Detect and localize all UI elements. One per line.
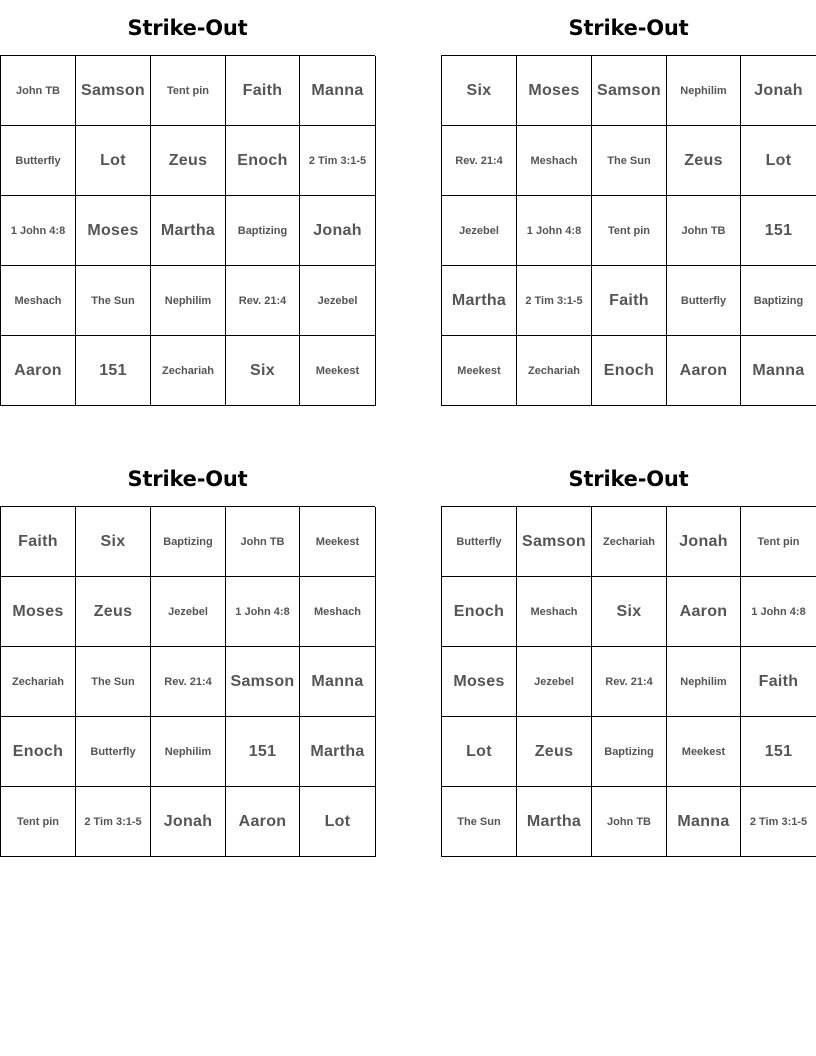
bingo-cell: Jonah bbox=[741, 56, 816, 126]
bingo-cell: Six bbox=[592, 577, 667, 647]
bingo-cell: Jezebel bbox=[300, 266, 376, 336]
bingo-cell: Lot bbox=[300, 787, 376, 857]
bingo-cell: Samson bbox=[592, 56, 667, 126]
bingo-grid bbox=[0, 55, 375, 406]
bingo-cell: John TB bbox=[592, 787, 667, 857]
card-title: Strike-Out bbox=[568, 467, 689, 491]
bingo-cell: The Sun bbox=[76, 266, 151, 336]
bingo-cell: 2 Tim 3:1-5 bbox=[517, 266, 592, 336]
bingo-cell: John TB bbox=[667, 196, 741, 266]
bingo-cell: Six bbox=[76, 507, 151, 577]
bingo-cell: Faith bbox=[592, 266, 667, 336]
bingo-cell: Tent pin bbox=[592, 196, 667, 266]
bingo-cell: Nephilim bbox=[667, 56, 741, 126]
bingo-cell: Zechariah bbox=[592, 507, 667, 577]
bingo-cell: Zeus bbox=[76, 577, 151, 647]
card-title: Strike-Out bbox=[127, 16, 248, 40]
bingo-cell: Butterfly bbox=[667, 266, 741, 336]
bingo-cell: John TB bbox=[1, 56, 76, 126]
bingo-cell: Enoch bbox=[592, 336, 667, 406]
bingo-cell: 1 John 4:8 bbox=[517, 196, 592, 266]
bingo-cell: Samson bbox=[226, 647, 300, 717]
bingo-cell: 151 bbox=[741, 717, 816, 787]
bingo-cell: Moses bbox=[517, 56, 592, 126]
bingo-cell: Baptizing bbox=[151, 507, 226, 577]
bingo-cell: Aaron bbox=[667, 577, 741, 647]
bingo-cell: Meekest bbox=[667, 717, 741, 787]
bingo-cell: Faith bbox=[226, 56, 300, 126]
bingo-cell: The Sun bbox=[592, 126, 667, 196]
bingo-cell: Rev. 21:4 bbox=[442, 126, 517, 196]
bingo-cell: Manna bbox=[300, 56, 376, 126]
bingo-cell: Nephilim bbox=[151, 717, 226, 787]
bingo-cell: Zeus bbox=[667, 126, 741, 196]
bingo-cell: Aaron bbox=[667, 336, 741, 406]
bingo-cell: Butterfly bbox=[1, 126, 76, 196]
bingo-cell: Zeus bbox=[151, 126, 226, 196]
bingo-cell: Zechariah bbox=[151, 336, 226, 406]
bingo-cell: Baptizing bbox=[592, 717, 667, 787]
bingo-cell: Rev. 21:4 bbox=[151, 647, 226, 717]
bingo-cell: Moses bbox=[442, 647, 517, 717]
bingo-cell: John TB bbox=[226, 507, 300, 577]
bingo-cell: Butterfly bbox=[76, 717, 151, 787]
bingo-cell: Manna bbox=[300, 647, 376, 717]
bingo-cell: Tent pin bbox=[741, 507, 816, 577]
bingo-cell: Six bbox=[226, 336, 300, 406]
bingo-cell: Meshach bbox=[517, 577, 592, 647]
bingo-cell: Enoch bbox=[442, 577, 517, 647]
bingo-cell: Samson bbox=[517, 507, 592, 577]
bingo-cell: Jezebel bbox=[151, 577, 226, 647]
bingo-cell: Tent pin bbox=[1, 787, 76, 857]
bingo-cell: Lot bbox=[741, 126, 816, 196]
bingo-cell: Martha bbox=[442, 266, 517, 336]
bingo-cell: Rev. 21:4 bbox=[226, 266, 300, 336]
bingo-cell: 2 Tim 3:1-5 bbox=[300, 126, 376, 196]
bingo-cell: Moses bbox=[1, 577, 76, 647]
bingo-cell: Martha bbox=[300, 717, 376, 787]
bingo-cell: Moses bbox=[76, 196, 151, 266]
bingo-cell: Samson bbox=[76, 56, 151, 126]
bingo-cell: Nephilim bbox=[151, 266, 226, 336]
bingo-cell: Zechariah bbox=[517, 336, 592, 406]
bingo-grid bbox=[441, 506, 816, 857]
bingo-cell: Tent pin bbox=[151, 56, 226, 126]
bingo-cell: Meshach bbox=[1, 266, 76, 336]
bingo-cell: Lot bbox=[442, 717, 517, 787]
bingo-cell: Enoch bbox=[226, 126, 300, 196]
bingo-cell: Six bbox=[442, 56, 517, 126]
bingo-cell: Jezebel bbox=[517, 647, 592, 717]
bingo-cell: Aaron bbox=[1, 336, 76, 406]
bingo-cell: Jezebel bbox=[442, 196, 517, 266]
bingo-cell: Meshach bbox=[517, 126, 592, 196]
bingo-cell: Aaron bbox=[226, 787, 300, 857]
bingo-cell: Butterfly bbox=[442, 507, 517, 577]
bingo-cell: Jonah bbox=[300, 196, 376, 266]
bingo-cell: Rev. 21:4 bbox=[592, 647, 667, 717]
bingo-grid bbox=[441, 55, 816, 406]
bingo-cell: Meshach bbox=[300, 577, 376, 647]
bingo-cell: 1 John 4:8 bbox=[226, 577, 300, 647]
bingo-cell: Enoch bbox=[1, 717, 76, 787]
bingo-cell: Zechariah bbox=[1, 647, 76, 717]
bingo-cell: Manna bbox=[667, 787, 741, 857]
bingo-cell: Meekest bbox=[300, 507, 376, 577]
bingo-grid bbox=[0, 506, 375, 857]
bingo-cell: Faith bbox=[741, 647, 816, 717]
card-title: Strike-Out bbox=[568, 16, 689, 40]
bingo-cell: Meekest bbox=[300, 336, 376, 406]
bingo-cell: Lot bbox=[76, 126, 151, 196]
card-title: Strike-Out bbox=[127, 467, 248, 491]
bingo-cell: Baptizing bbox=[741, 266, 816, 336]
bingo-cell: Manna bbox=[741, 336, 816, 406]
bingo-cell: 2 Tim 3:1-5 bbox=[76, 787, 151, 857]
bingo-cell: 1 John 4:8 bbox=[1, 196, 76, 266]
bingo-cell: Nephilim bbox=[667, 647, 741, 717]
bingo-cell: 151 bbox=[226, 717, 300, 787]
bingo-cell: Martha bbox=[517, 787, 592, 857]
bingo-cell: 1 John 4:8 bbox=[741, 577, 816, 647]
bingo-cell: Martha bbox=[151, 196, 226, 266]
bingo-cell: The Sun bbox=[442, 787, 517, 857]
bingo-cell: The Sun bbox=[76, 647, 151, 717]
bingo-cell: 2 Tim 3:1-5 bbox=[741, 787, 816, 857]
bingo-cell: Jonah bbox=[151, 787, 226, 857]
bingo-cell: Baptizing bbox=[226, 196, 300, 266]
bingo-cell: Jonah bbox=[667, 507, 741, 577]
bingo-cell: Faith bbox=[1, 507, 76, 577]
bingo-cell: 151 bbox=[741, 196, 816, 266]
bingo-cell: Meekest bbox=[442, 336, 517, 406]
bingo-cell: Zeus bbox=[517, 717, 592, 787]
bingo-cell: 151 bbox=[76, 336, 151, 406]
